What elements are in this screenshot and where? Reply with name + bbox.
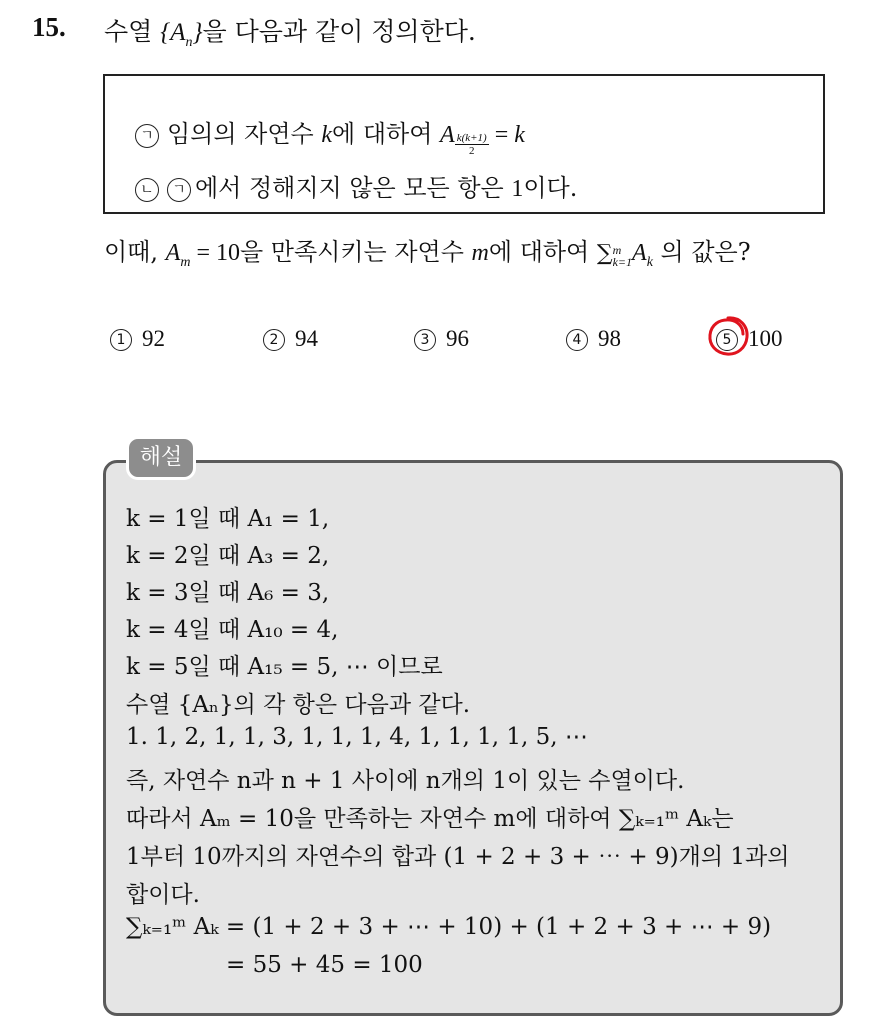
- solution-tab: 해설: [126, 436, 196, 480]
- q-A: A: [165, 240, 181, 266]
- q-mid: 을 만족시키는 자연수: [239, 238, 472, 266]
- problem-title: [104, 12, 476, 51]
- condition-2-one: 1: [511, 176, 524, 202]
- solution-line-5: k = 5일 때 A₁₅ = 5, ⋯ 이므로: [126, 654, 443, 680]
- title-sub: n: [185, 35, 193, 50]
- solution-line-2: k = 2일 때 A₃ = 2,: [126, 543, 330, 569]
- title-close: }: [192, 19, 203, 46]
- q-eq: = 10: [190, 240, 240, 266]
- choice-4-value: 98: [598, 326, 621, 351]
- q-A-sub: m: [180, 254, 191, 270]
- condition-1-A: A: [440, 122, 455, 148]
- solution-line-7: 1. 1, 2, 1, 1, 3, 1, 1, 1, 4, 1, 1, 1, 1, 5, ⋯: [126, 724, 588, 750]
- choice-2-marker: 2: [263, 329, 285, 351]
- condition-1-marker: ㄱ: [135, 124, 159, 148]
- condition-1: [135, 114, 525, 157]
- choice-3-marker: 3: [414, 329, 436, 351]
- choice-5-marker: 5: [716, 329, 738, 351]
- fraction-denominator: 2: [468, 145, 475, 157]
- condition-2-ref-marker: ㄱ: [167, 178, 191, 202]
- choice-4[interactable]: [566, 326, 621, 352]
- solution-line-12: ∑ₖ₌₁ᵐ Aₖ = (1 + 2 + 3 + ⋯ + 10) + (1 + 2 + 3 + ⋯ + 9): [126, 914, 772, 940]
- condition-1-pre: 임의의 자연수: [167, 120, 322, 148]
- q-mid2: 에 대하여: [488, 238, 597, 266]
- conditions-box: [103, 74, 825, 214]
- solution-line-6: 수열 {Aₙ}의 각 항은 다음과 같다.: [126, 692, 471, 718]
- condition-2-end: 이다.: [523, 174, 578, 202]
- choice-1[interactable]: [110, 326, 165, 352]
- solution-line-8: 즉, 자연수 n과 n + 1 사이에 n개의 1이 있는 수열이다.: [126, 768, 685, 794]
- choice-3[interactable]: [414, 326, 469, 352]
- fraction-numerator: k(k+1): [456, 132, 487, 144]
- solution-line-9: 따라서 Aₘ = 10을 만족하는 자연수 m에 대하여 ∑ₖ₌₁ᵐ Aₖ는: [126, 806, 734, 832]
- q-Ak-sub: k: [646, 254, 653, 270]
- choice-2[interactable]: [263, 326, 318, 352]
- problem-number: 15.: [32, 12, 66, 42]
- question-text: [104, 232, 751, 271]
- solution-line-10: 1부터 10까지의 자연수의 합과 (1 + 2 + 3 + ⋯ + 9)개의 1과의: [126, 844, 790, 870]
- sum-limits: [613, 244, 632, 268]
- sum-symbol: ∑: [596, 241, 613, 266]
- condition-2: [135, 168, 577, 203]
- title-var: {A: [160, 19, 186, 46]
- choice-4-marker: 4: [566, 329, 588, 351]
- condition-2-text: 에서 정해지지 않은 모든 항은: [195, 174, 512, 202]
- condition-1-fraction: [455, 132, 489, 157]
- solution-line-3: k = 3일 때 A₆ = 3,: [126, 580, 330, 606]
- q-Ak: A: [632, 240, 647, 266]
- choice-1-marker: 1: [110, 329, 132, 351]
- choices: [0, 326, 884, 360]
- condition-2-marker: ㄴ: [135, 178, 159, 202]
- choice-5-value: 100: [748, 326, 783, 351]
- q-end: 의 값은?: [652, 238, 751, 266]
- q-m: m: [471, 240, 489, 266]
- sum-lower: k=1: [612, 255, 633, 269]
- condition-1-mid: 에 대하여: [332, 120, 441, 148]
- condition-1-rhs: k: [514, 122, 525, 148]
- solution-line-13: = 55 + 45 = 100: [226, 952, 423, 978]
- answer-circle-mark: [706, 314, 750, 358]
- choice-1-value: 92: [142, 326, 165, 351]
- choice-3-value: 96: [446, 326, 469, 351]
- condition-1-eq: =: [488, 122, 515, 148]
- solution-line-11: 합이다.: [126, 882, 200, 908]
- condition-1-k: k: [321, 122, 333, 148]
- sum-upper: m: [612, 243, 622, 257]
- title-pre: 수열: [104, 17, 161, 46]
- choice-2-value: 94: [295, 326, 318, 351]
- solution-line-1: k = 1일 때 A₁ = 1,: [126, 506, 330, 532]
- solution-line-4: k = 4일 때 A₁₀ = 4,: [126, 617, 339, 643]
- title-post: 을 다음과 같이 정의한다.: [202, 17, 476, 46]
- q-pre: 이때,: [104, 238, 166, 266]
